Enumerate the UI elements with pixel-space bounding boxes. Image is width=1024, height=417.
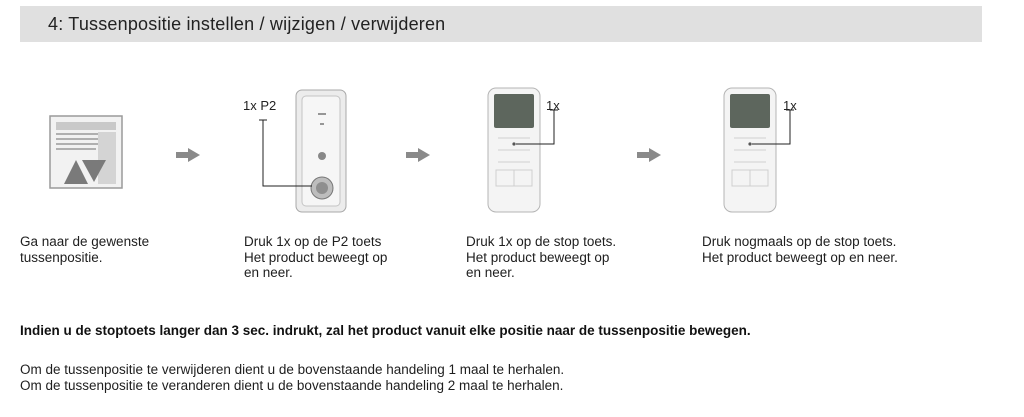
remote-front-image (716, 84, 816, 214)
note-remove: Om de tussenpositie te verwijderen dient u de bovenstaande handeling 1 maal te herhalen. (20, 362, 565, 377)
note-change: Om de tussenpositie te veranderen dient u de bovenstaande handeling 2 maal te herhalen. (20, 378, 564, 393)
step-2-caption: Druk 1x op de P2 toets Het product beweegt op en neer. (244, 234, 388, 280)
step-4-callout: 1x (783, 98, 797, 113)
section-title: 4: Tussenpositie instellen / wijzigen / verwijderen (48, 14, 446, 34)
arrow-right-icon (406, 148, 430, 167)
arrow-right-icon (176, 148, 200, 167)
remote-back-image (232, 84, 372, 214)
step-1-caption: Ga naar de gewenste tussenpositie. (20, 234, 150, 265)
step-3-callout: 1x (546, 98, 560, 113)
step-2-callout: 1x P2 (243, 98, 277, 113)
window-blind-icon (46, 112, 126, 192)
step-4-caption: Druk nogmaals op de stop toets. Het product beweegt op en neer. (702, 234, 898, 265)
section-header (20, 6, 982, 42)
remote-front-image (480, 84, 580, 214)
step-3-caption: Druk 1x op de stop toets. Het product beweegt op en neer. (466, 234, 617, 280)
bold-note: Indien u de stoptoets langer dan 3 sec. indrukt, zal het product vanuit elke positie naar de tussenpositie bewegen. (20, 323, 751, 338)
arrow-right-icon (637, 148, 661, 167)
